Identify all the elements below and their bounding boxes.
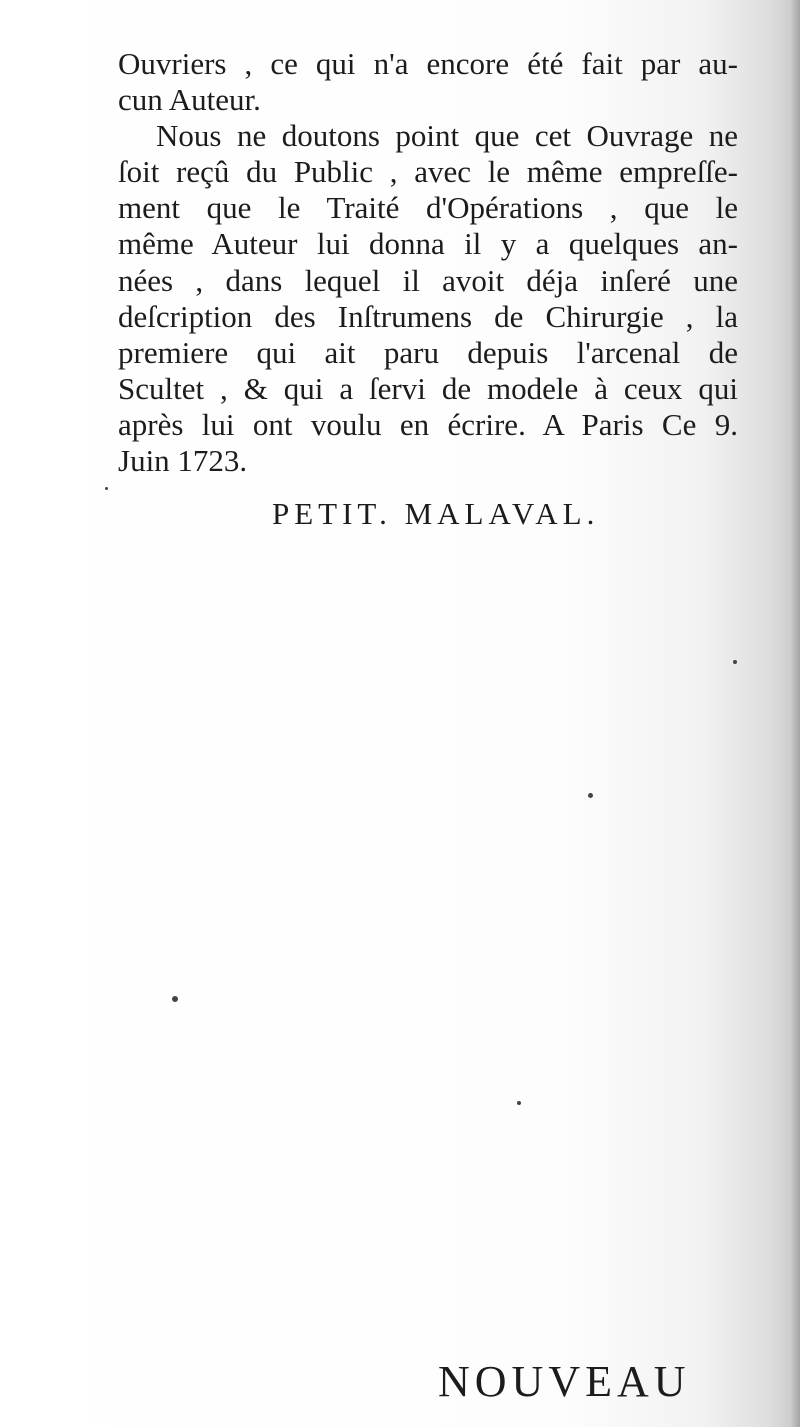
binding-shadow — [790, 0, 800, 1427]
ink-speck — [733, 660, 737, 664]
catchword: NOUVEAU — [438, 1357, 691, 1406]
text-line: deſcription des Inſtrumens de Chirurgie , la — [118, 298, 738, 334]
text-line: Ouvriers , ce qui n'a encore été fait par au- — [118, 46, 738, 81]
text-line: Juin 1723. — [118, 443, 248, 479]
ink-speck — [105, 487, 108, 490]
text-line: premiere qui ait paru depuis l'arcenal de — [118, 334, 738, 370]
body-text — [118, 46, 738, 479]
ink-speck — [172, 996, 178, 1002]
text-line: même Auteur lui donna il y a quelques an- — [118, 226, 738, 262]
text-line: Nous ne doutons point que cet Ouvrage ne — [156, 118, 738, 154]
text-line: cun Auteur. — [118, 82, 261, 118]
ink-speck — [517, 1101, 521, 1105]
signature: PETIT. MALAVAL. — [272, 496, 600, 531]
text-line: nées , dans lequel il avoit déja inſeré une — [118, 262, 738, 298]
text-line: Scultet , & qui a ſervi de modele à ceux qui — [118, 370, 738, 406]
text-line: ſoit reçû du Public , avec le même empreſſe- — [118, 154, 738, 190]
text-line: ment que le Traité d'Opérations , que le — [118, 190, 738, 226]
text-line: après lui ont voulu en écrire. A Paris Ce 9. — [118, 406, 738, 442]
ink-speck — [588, 793, 593, 798]
